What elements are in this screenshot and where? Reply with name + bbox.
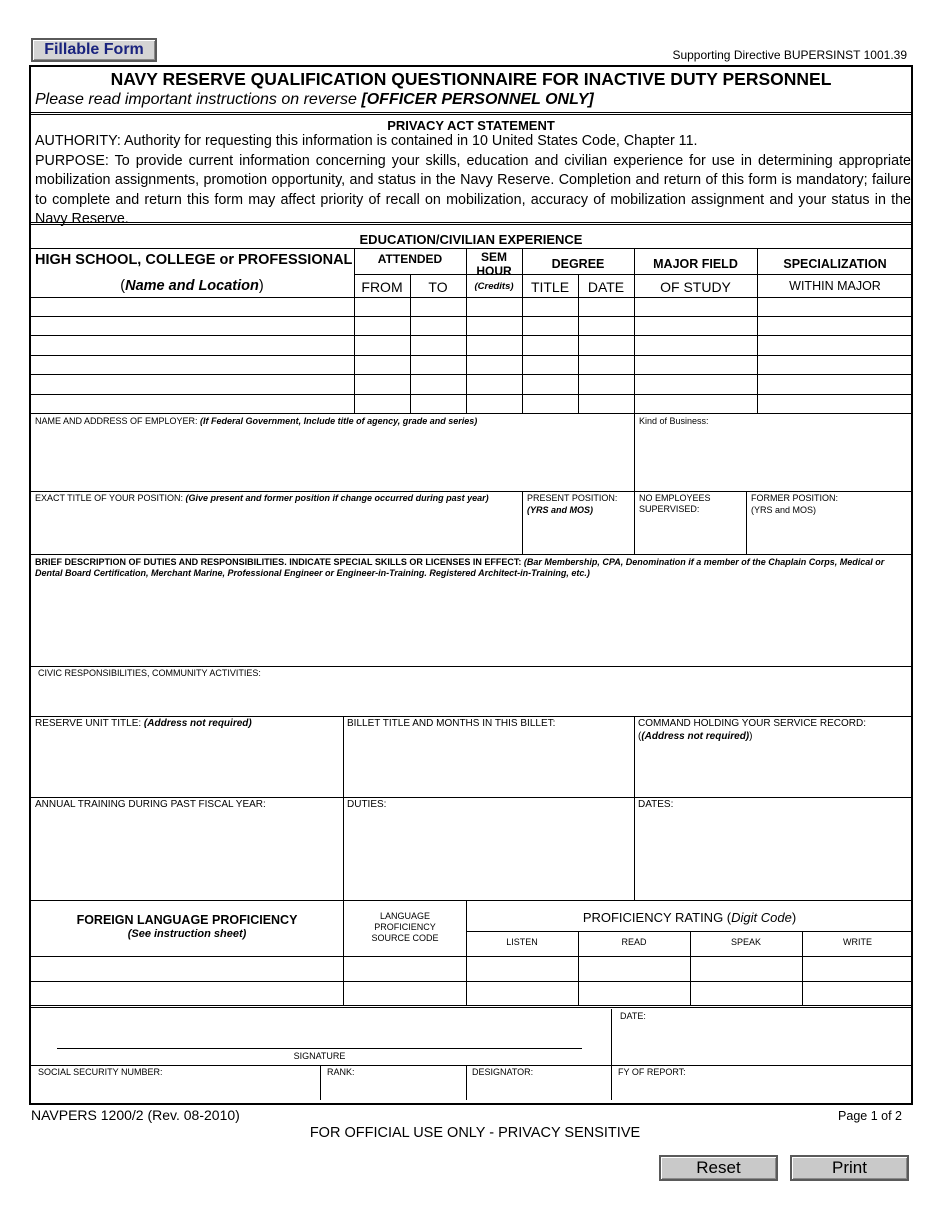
divider xyxy=(31,797,911,798)
signature-label: SIGNATURE xyxy=(293,1051,346,1061)
divider xyxy=(31,900,911,901)
col-read: READ xyxy=(621,937,647,947)
divider xyxy=(31,1065,911,1066)
proficiency-rating-label: PROFICIENCY RATING (Digit Code) xyxy=(582,910,797,925)
annual-training-label: ANNUAL TRAINING DURING PAST FISCAL YEAR: xyxy=(35,799,266,810)
divider xyxy=(31,716,911,717)
col-write: WRITE xyxy=(843,937,872,947)
duties-description-field[interactable] xyxy=(34,582,912,668)
billet-label: BILLET TITLE AND MONTHS IN THIS BILLET: xyxy=(347,718,556,729)
col-speak: SPEAK xyxy=(730,937,761,947)
print-button[interactable]: Print xyxy=(790,1155,909,1181)
reset-button[interactable]: Reset xyxy=(659,1155,778,1181)
divider xyxy=(466,931,911,932)
col-degree: DEGREE xyxy=(551,257,605,271)
civic-field[interactable] xyxy=(34,681,912,715)
present-position-label: PRESENT POSITION: xyxy=(527,493,618,503)
kind-of-business-field[interactable] xyxy=(638,429,914,493)
command-label: COMMAND HOLDING YOUR SERVICE RECORD: xyxy=(638,718,866,729)
former-position-label: FORMER POSITION: xyxy=(751,493,839,503)
reserve-unit-field[interactable] xyxy=(34,733,343,797)
col-specialization: SPECIALIZATION xyxy=(783,257,887,271)
school-field-2[interactable] xyxy=(33,317,355,337)
education-rows xyxy=(31,298,911,413)
privacy-heading: PRIVACY ACT STATEMENT xyxy=(387,118,555,133)
col-attended: ATTENDED xyxy=(377,252,443,266)
school-field-5[interactable] xyxy=(33,375,355,395)
fy-of-report-label: FY OF REPORT: xyxy=(618,1067,686,1077)
ssn-label: SOCIAL SECURITY NUMBER: xyxy=(38,1067,163,1077)
dates-field[interactable] xyxy=(637,814,913,900)
col-school-sub: (Name and Location) xyxy=(120,278,264,294)
signature-line xyxy=(57,1048,582,1049)
col-date: DATE xyxy=(587,279,625,295)
reserve-unit-label: RESERVE UNIT TITLE: (Address not required) xyxy=(35,718,252,729)
date-label: DATE: xyxy=(620,1011,646,1021)
col-title: TITLE xyxy=(530,279,570,295)
employer-label: NAME AND ADDRESS OF EMPLOYER: (If Federal Government, Include title of agency, grade and series) xyxy=(35,416,478,426)
duties-label: DUTIES: xyxy=(347,799,387,810)
ssn-field[interactable] xyxy=(34,1079,320,1099)
col-listen: LISTEN xyxy=(506,937,538,947)
civic-label: CIVIC RESPONSIBILITIES, COMMUNITY ACTIVITIES: xyxy=(38,668,261,678)
divider xyxy=(31,981,911,982)
form-frame xyxy=(29,65,913,1105)
col-major-sub: OF STUDY xyxy=(660,279,731,295)
source-code-label: LANGUAGE PROFICIENCY SOURCE CODE xyxy=(371,911,439,943)
col-from: FROM xyxy=(361,279,403,295)
divider xyxy=(31,554,911,555)
school-field-4[interactable] xyxy=(33,356,355,376)
language-field-2[interactable] xyxy=(34,983,343,1007)
col-major: MAJOR FIELD xyxy=(653,257,738,271)
col-to: TO xyxy=(428,279,448,295)
col-credits: (Credits) xyxy=(474,281,514,292)
privacy-statement xyxy=(35,132,911,230)
designator-field[interactable] xyxy=(470,1079,612,1099)
divider xyxy=(634,491,635,554)
col-specialization-sub: WITHIN MAJOR xyxy=(789,279,881,293)
divider xyxy=(343,716,344,900)
school-field-1[interactable] xyxy=(33,298,355,318)
divider xyxy=(522,491,523,554)
rank-field[interactable] xyxy=(324,1079,466,1099)
school-field-6[interactable] xyxy=(33,394,355,414)
school-field-3[interactable] xyxy=(33,336,355,356)
kind-of-business-label: Kind of Business: xyxy=(639,416,709,426)
billet-field[interactable] xyxy=(346,733,634,797)
language-title: FOREIGN LANGUAGE PROFICIENCY xyxy=(76,913,298,927)
annual-training-field[interactable] xyxy=(34,814,343,900)
col-sem-hour: SEM HOUR xyxy=(476,250,512,278)
divider xyxy=(343,900,344,1006)
divider xyxy=(320,1065,321,1100)
form-title: NAVY RESERVE QUALIFICATION QUESTIONNAIRE FOR INACTIVE DUTY PERSONNEL xyxy=(110,69,832,89)
supporting-directive: Supporting Directive BUPERSINST 1001.39 xyxy=(672,48,907,62)
divider xyxy=(634,716,635,900)
divider xyxy=(31,491,911,492)
purpose-text: PURPOSE: To provide current information concerning your skills, education and civilian experience for use in determining appropriate mobilization assignments, promotion opportunity, and status in the Navy Reserve. Completion and return of this form is mandatory; failure to complete and return this form may affect priority of recall on mobilization, accuracy of mobilization assignment and your status in the Navy Reserve. xyxy=(35,152,911,227)
employees-supervised-label: NO EMPLOYEES SUPERVISED: xyxy=(639,493,711,514)
language-subtitle: (See instruction sheet) xyxy=(127,928,247,940)
duties-field[interactable] xyxy=(346,814,634,900)
page-indicator: Page 1 of 2 xyxy=(838,1109,902,1123)
fy-of-report-field[interactable] xyxy=(616,1079,912,1099)
former-position-hint: (YRS and MOS) xyxy=(751,505,817,515)
position-field[interactable] xyxy=(34,509,522,551)
divider xyxy=(466,1065,467,1100)
divider xyxy=(31,1005,911,1008)
col-school: HIGH SCHOOL, COLLEGE or PROFESSIONAL xyxy=(35,252,353,268)
authority-text: AUTHORITY: Authority for requesting this information is contained in 10 United States Code, Chapter 11. xyxy=(35,133,698,149)
rank-label: RANK: xyxy=(327,1067,355,1077)
form-subtitle: Please read important instructions on reverse [OFFICER PERSONNEL ONLY] xyxy=(35,91,594,108)
date-field[interactable] xyxy=(617,1025,911,1065)
privacy-notice: FOR OFFICIAL USE ONLY - PRIVACY SENSITIVE xyxy=(309,1125,641,1141)
language-field-1[interactable] xyxy=(34,958,343,982)
divider xyxy=(31,666,911,667)
position-label: EXACT TITLE OF YOUR POSITION: (Give present and former position if change occurred during past year) xyxy=(35,493,489,503)
divider xyxy=(31,248,911,249)
divider xyxy=(31,956,911,957)
dates-label: DATES: xyxy=(638,799,674,810)
form-number: NAVPERS 1200/2 (Rev. 08-2010) xyxy=(31,1107,240,1123)
present-position-hint: (YRS and MOS) xyxy=(527,505,594,515)
divider xyxy=(611,1009,612,1066)
education-heading: EDUCATION/CIVILIAN EXPERIENCE xyxy=(359,232,583,247)
employer-field[interactable] xyxy=(34,429,634,493)
divider xyxy=(31,222,911,225)
designator-label: DESIGNATOR: xyxy=(472,1067,534,1077)
command-hint: ((Address not required)) xyxy=(638,731,753,742)
duties-description-label: BRIEF DESCRIPTION OF DUTIES AND RESPONSIBILITIES. INDICATE SPECIAL SKILLS OR LICENSES IN EFFECT: (Bar Membership, CPA, Denomination if a member of the Chaplain Corps, Medical or Dental Board Certification, Merchant Marine, Professional Engineer or Engineer-in-Training. Registered Architect-in-Training, etc.) xyxy=(35,557,885,578)
divider xyxy=(31,112,911,115)
divider xyxy=(746,491,747,554)
fillable-form-button[interactable]: Fillable Form xyxy=(31,38,157,62)
